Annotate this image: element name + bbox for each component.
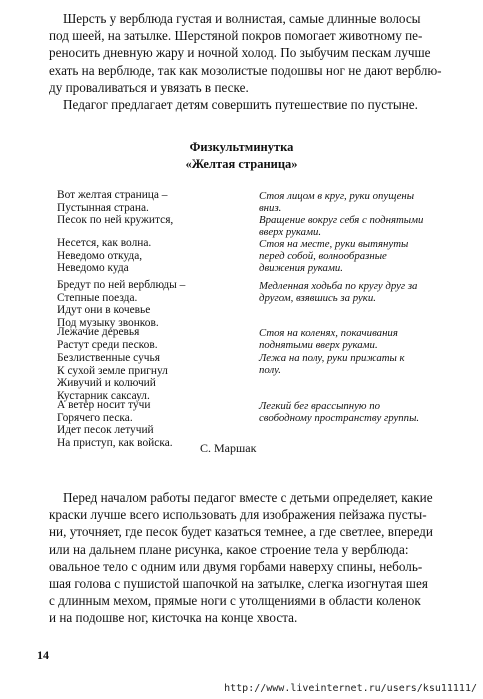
instruction-line: вниз. bbox=[259, 202, 282, 215]
intro-line: ехать на верблюде, так как мозолистые подошвы ног не дают верблю- bbox=[49, 62, 442, 78]
poem-line: А ветер носит тучи bbox=[57, 399, 151, 411]
poem-line: Идет песок летучий bbox=[57, 424, 154, 437]
exercise-instruction bbox=[259, 352, 449, 376]
instruction-line: поднятыми вверх руками. bbox=[259, 339, 378, 352]
poem-line: Бредут по ней верблюды – bbox=[57, 279, 186, 291]
poem-line: К сухой земле пригнул bbox=[57, 364, 168, 377]
poem-stanza bbox=[57, 237, 267, 275]
instruction-line: свободному пространству группы. bbox=[259, 412, 420, 425]
instruction-line: Стоя лицом в круг, руки опущены bbox=[259, 190, 415, 202]
poem-line: Кустарник саксаул. bbox=[57, 389, 150, 402]
instruction-line: Стоя на коленях, покачивания bbox=[259, 327, 398, 339]
outro-line: и на подошве ног, кисточка на конце хвоста. bbox=[49, 610, 298, 626]
exercise-instruction bbox=[259, 327, 449, 351]
poem-line: Горячего песка. bbox=[57, 411, 133, 424]
intro-line: под шеей, на затылке. Шерстяной покров помогает животному пе- bbox=[49, 28, 423, 44]
poem-stanza bbox=[57, 189, 267, 227]
instruction-line: Стоя на месте, руки вытянуты bbox=[259, 238, 409, 250]
outro-line: шая голова с пушистой шапочкой на затылке, слегка изогнутая шея bbox=[49, 576, 428, 592]
exercise-instruction bbox=[259, 238, 449, 275]
intro-line: реносить дневную жару и ночной холод. По зыбучим пескам лучше bbox=[49, 45, 431, 61]
poem-line: Пустынная страна. bbox=[57, 201, 149, 214]
poem-line: Степные поезда. bbox=[57, 291, 138, 304]
outro-line: краски лучше всего использовать для изображения пейзажа пусты- bbox=[49, 507, 427, 523]
instruction-line: движения руками. bbox=[259, 262, 343, 275]
intro-line: ду проваливаться и увязать в песке. bbox=[49, 79, 249, 95]
intro-line: Шерсть у верблюда густая и волнистая, самые длинные волосы bbox=[63, 11, 421, 26]
poem-line: Растут среди песков. bbox=[57, 338, 158, 351]
instruction-line: Медленная ходьба по кругу друг за bbox=[259, 280, 418, 292]
exercise-instruction bbox=[259, 400, 449, 424]
outro-line: овальное тело с одним или двумя горбами наверху спины, неболь- bbox=[49, 558, 423, 574]
instruction-line: вверх руками. bbox=[259, 226, 322, 239]
exercise-instruction bbox=[259, 214, 449, 238]
poem-stanza bbox=[57, 326, 267, 351]
poem-line: Идут они в кочевье bbox=[57, 304, 151, 317]
poem-stanza bbox=[57, 279, 267, 329]
section-subheading: «Желтая страница» bbox=[185, 157, 298, 171]
instruction-line: другом, взявшись за руки. bbox=[259, 292, 376, 305]
poem-line: Неведомо куда bbox=[57, 262, 129, 275]
instruction-line: Лежа на полу, руки прижаты к bbox=[259, 352, 405, 364]
outro-paragraph bbox=[49, 489, 442, 627]
watermark-url: http://www.liveinternet.ru/users/ksu11111/ bbox=[224, 683, 477, 694]
outro-line: или на дальнем плане рисунка, какое строение тела у верблюда: bbox=[49, 541, 409, 557]
poem-stanza bbox=[57, 352, 267, 402]
outro-line: Перед началом работы педагог вместе с детьми определяет, какие bbox=[63, 490, 433, 505]
poem-line: Лежачие деревья bbox=[57, 326, 140, 338]
intro-line: Педагог предлагает детям совершить путешествие по пустыне. bbox=[63, 97, 418, 113]
instruction-line: Легкий бег врассыпную по bbox=[259, 400, 381, 412]
exercise-instruction bbox=[259, 280, 449, 304]
outro-line: ни, уточняет, где песок будет казаться темнее, а где светлее, впереди bbox=[49, 524, 433, 540]
instruction-line: перед собой, волнообразные bbox=[259, 250, 387, 263]
poem-line: Живучий и колючий bbox=[57, 377, 156, 390]
poem-line: Вот желтая страница – bbox=[57, 189, 168, 201]
poem-line: На приступ, как войска. bbox=[57, 436, 173, 449]
poem-author: С. Маршак bbox=[200, 441, 257, 455]
intro-paragraph bbox=[49, 10, 442, 113]
section-heading: Физкультминутка bbox=[189, 140, 294, 154]
page-number: 14 bbox=[37, 648, 49, 662]
outro-line: с длинным мехом, прямые ноги с утолщениями в области коленок bbox=[49, 593, 421, 609]
exercise-instruction bbox=[259, 190, 449, 214]
poem-line: Песок по ней кружится, bbox=[57, 214, 174, 227]
poem-line: Несется, как волна. bbox=[57, 237, 152, 249]
instruction-line: полу. bbox=[259, 364, 281, 377]
instruction-line: Вращение вокруг себя с поднятыми bbox=[259, 214, 424, 226]
poem-line: Безлиственные сучья bbox=[57, 352, 160, 364]
poem-line: Под музыку звонков. bbox=[57, 316, 159, 329]
poem-line: Неведомо откуда, bbox=[57, 249, 143, 262]
